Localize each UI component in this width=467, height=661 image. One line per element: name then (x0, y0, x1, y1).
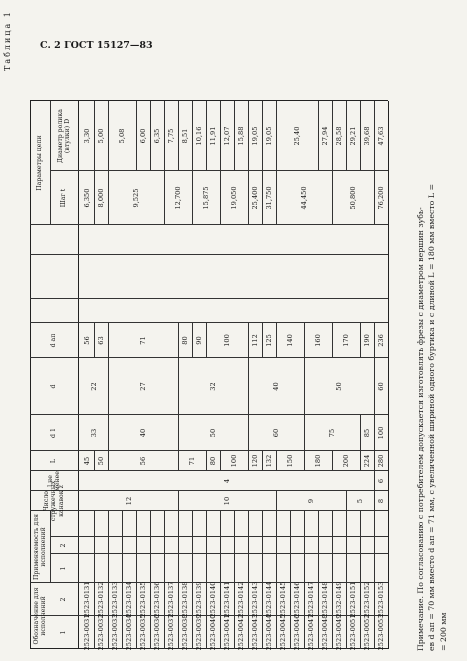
pitch-cell: 19,050 (229, 186, 238, 210)
header-bottom-line (78, 101, 79, 649)
header-d-ap: d ап (50, 333, 58, 348)
designation-1-cell: 2523-0032 (96, 614, 105, 651)
roller-cell: 15,88 (236, 126, 245, 146)
roller-cell: 28,58 (334, 126, 343, 146)
designation-1-cell: 2523-0051 (348, 614, 357, 651)
designation-1-cell: 2523-0036 (152, 614, 161, 651)
roller-cell: 5,08 (117, 128, 126, 144)
d-ap-cell: 170 (341, 334, 350, 347)
designation-1-cell: 2523-0039 (194, 614, 203, 651)
designation-1-cell: 2523-0048 (320, 614, 329, 651)
z-cell: 8 (376, 498, 385, 504)
L-cell: 80 (208, 456, 217, 466)
d-ap-cell: 80 (180, 336, 189, 345)
d-cell: 40 (271, 382, 280, 391)
d-ap-cell: 71 (138, 336, 147, 345)
designation-1-cell: 2523-0037 (166, 614, 175, 651)
pitch-cell: 8,000 (96, 188, 105, 208)
roller-cell: 19,05 (264, 126, 273, 146)
designation-2-cell: 2523-0148 (320, 581, 329, 618)
d-cell: 32 (208, 382, 217, 391)
header-l-min: l не менее (46, 471, 61, 491)
roller-cell: 29,21 (348, 126, 357, 146)
d1-cell: 60 (271, 428, 280, 438)
pitch-cell: 6,350 (82, 188, 91, 208)
z-cell: 5 (355, 498, 364, 504)
designation-1-cell: 2523-0031 (82, 614, 91, 651)
roller-cell: 6,00 (138, 128, 147, 144)
L-cell: 56 (138, 456, 147, 466)
L-cell: 132 (264, 454, 273, 468)
pitch-cell: 12,700 (173, 186, 182, 210)
z-cell: 12 (124, 496, 133, 506)
header-designation-2: 2 (60, 597, 68, 602)
d1-cell: 100 (376, 426, 385, 440)
designation-2-cell: 2523-0131 (82, 581, 91, 618)
designation-2-cell: 2523-0136 (152, 581, 161, 618)
header-L: L (50, 458, 58, 464)
designation-1-cell: 2523-0038 (180, 614, 189, 651)
pitch-cell: 15,875 (201, 186, 210, 210)
designation-1-cell: 2523-0044 (264, 614, 273, 651)
note-line-3: = 200 мм (438, 612, 448, 651)
designation-2-cell: 2523-0142 (236, 581, 245, 618)
d1-cell: 85 (362, 428, 371, 438)
roller-cell: 19,05 (250, 126, 259, 146)
designation-1-cell: 2523-0047 (306, 614, 315, 651)
pitch-cell: 44,450 (299, 186, 308, 210)
d1-cell: 40 (138, 428, 147, 438)
page-header: С. 2 ГОСТ 15127—83 (40, 40, 153, 51)
designation-1-cell: 2523-0045 (278, 614, 287, 651)
L-cell: 120 (250, 454, 259, 468)
designation-2-cell: 2523-0138 (180, 581, 189, 618)
roller-cell: 12,07 (222, 126, 231, 146)
designation-2-cell: 2523-0146 (292, 581, 301, 618)
L-cell: 180 (313, 454, 322, 468)
l-min-cell: 4 (222, 478, 231, 484)
designation-1-cell: 2523-0042 (236, 614, 245, 651)
designation-2-cell: 2532-0149 (334, 581, 343, 618)
d-ap-cell: 100 (222, 334, 231, 347)
d-ap-cell: 190 (362, 334, 371, 347)
header-z-count: Число стружечных канавок z (43, 480, 65, 522)
L-cell: 71 (187, 456, 196, 466)
designation-1-cell: 2523-0035 (138, 614, 147, 651)
header-applicability-2: 2 (60, 543, 68, 548)
d1-cell: 50 (208, 428, 217, 438)
d-ap-cell: 160 (313, 334, 322, 347)
designation-2-cell: 2523-0139 (194, 581, 203, 618)
z-cell: 9 (306, 498, 315, 504)
designation-2-cell: 2523-0137 (166, 581, 175, 618)
column-divider (50, 536, 388, 537)
header-chain-params: Параметры цепи (36, 135, 44, 191)
column-divider (50, 553, 388, 554)
header-pitch: Шаг t (60, 188, 68, 208)
z-cell: 10 (222, 496, 231, 506)
header-roller-diameter: Диаметр ролика (втулки) D (56, 109, 71, 163)
designation-1-cell: 2523-0043 (250, 614, 259, 651)
l-min-cell: 6 (376, 478, 385, 484)
pitch-cell: 76,200 (376, 186, 385, 210)
header-d: d (50, 384, 58, 389)
designation-2-cell: 2523-0144 (264, 581, 273, 618)
designation-2-cell: 2523-0133 (110, 581, 119, 618)
d-cell: 50 (334, 382, 343, 391)
designation-2-cell: 2523-0143 (250, 581, 259, 618)
designation-1-cell: 2523-0034 (124, 614, 133, 651)
roller-cell: 11,91 (208, 126, 217, 146)
L-cell: 224 (362, 454, 371, 468)
designation-1-cell: 2523-0041 (222, 614, 231, 651)
designation-1-cell: 2523-0049 (334, 614, 343, 651)
header-d1: d 1 (50, 428, 58, 438)
table-note (415, 11, 449, 651)
header-designation: Обозначение для исполнений (32, 587, 47, 645)
note-line-1: Примечание. По согласованию с потребителем допускается изготовлять фрезы с диаметром вершин зубь- (416, 207, 425, 651)
designation-1-cell: 2523-0033 (110, 614, 119, 651)
L-cell: 50 (96, 456, 105, 466)
L-cell: 280 (376, 454, 385, 468)
designation-2-cell: 2523-0140 (208, 581, 217, 618)
roller-cell: 25,40 (292, 126, 301, 146)
header-designation-1: 1 (60, 630, 68, 635)
roller-cell: 27,94 (320, 126, 329, 146)
d1-cell: 75 (327, 428, 336, 438)
column-divider (30, 254, 388, 255)
d-ap-cell: 140 (285, 334, 294, 347)
designation-1-cell: 2523-0046 (292, 614, 301, 651)
designation-1-cell: 2523-0053 (376, 614, 385, 651)
roller-cell: 3,30 (82, 128, 91, 144)
column-divider (30, 298, 388, 299)
designation-2-cell: 2523-0147 (306, 581, 315, 618)
table-label: Таблица 1 (3, 10, 12, 71)
d-cell: 27 (138, 382, 147, 391)
d-ap-cell: 112 (250, 334, 259, 347)
note-line-2: ев d ап = 70 мм вместо d ап = 71 мм, с увеличенной шириной одного буртика и с длиной L = 180 мм вместо L = (427, 183, 437, 651)
designation-1-cell: 2523-0052 (362, 614, 371, 651)
pitch-cell: 31,750 (264, 186, 273, 210)
roller-cell: 8,51 (180, 128, 189, 144)
designation-2-cell: 2523-0135 (138, 581, 147, 618)
designation-2-cell: 2523-0141 (222, 581, 231, 618)
d1-cell: 33 (89, 428, 98, 438)
designation-2-cell: 2523-0153 (376, 581, 385, 618)
designation-2-cell: 2523-0152 (362, 581, 371, 618)
pitch-cell: 50,800 (348, 186, 357, 210)
roller-cell: 47,63 (376, 126, 385, 146)
designation-1-cell: 2523-0040 (208, 614, 217, 651)
d-ap-cell: 90 (194, 336, 203, 345)
designation-2-cell: 2523-0132 (96, 581, 105, 618)
designation-2-cell: 2523-0145 (278, 581, 287, 618)
L-cell: 100 (229, 454, 238, 468)
L-cell: 150 (285, 454, 294, 468)
header-applicability: Применяемость для исполнений (32, 513, 47, 581)
d-ap-cell: 236 (376, 334, 385, 347)
table-border-bottom (388, 101, 389, 649)
designation-2-cell: 2523-0151 (348, 581, 357, 618)
d-cell: 22 (89, 382, 98, 391)
roller-cell: 6,35 (152, 128, 161, 144)
d-cell: 60 (376, 382, 385, 391)
roller-cell: 7,75 (166, 128, 175, 144)
designation-2-cell: 2523-0134 (124, 581, 133, 618)
roller-cell: 39,68 (362, 126, 371, 146)
header-applicability-1: 1 (60, 566, 68, 571)
roller-cell: 10,16 (194, 126, 203, 146)
d-ap-cell: 56 (82, 336, 91, 345)
d-ap-cell: 63 (96, 336, 105, 345)
roller-cell: 5,00 (96, 128, 105, 144)
pitch-cell: 9,525 (131, 188, 140, 208)
d-ap-cell: 125 (264, 334, 273, 347)
L-cell: 200 (341, 454, 350, 468)
L-cell: 45 (82, 456, 91, 466)
pitch-cell: 25,400 (250, 186, 259, 210)
